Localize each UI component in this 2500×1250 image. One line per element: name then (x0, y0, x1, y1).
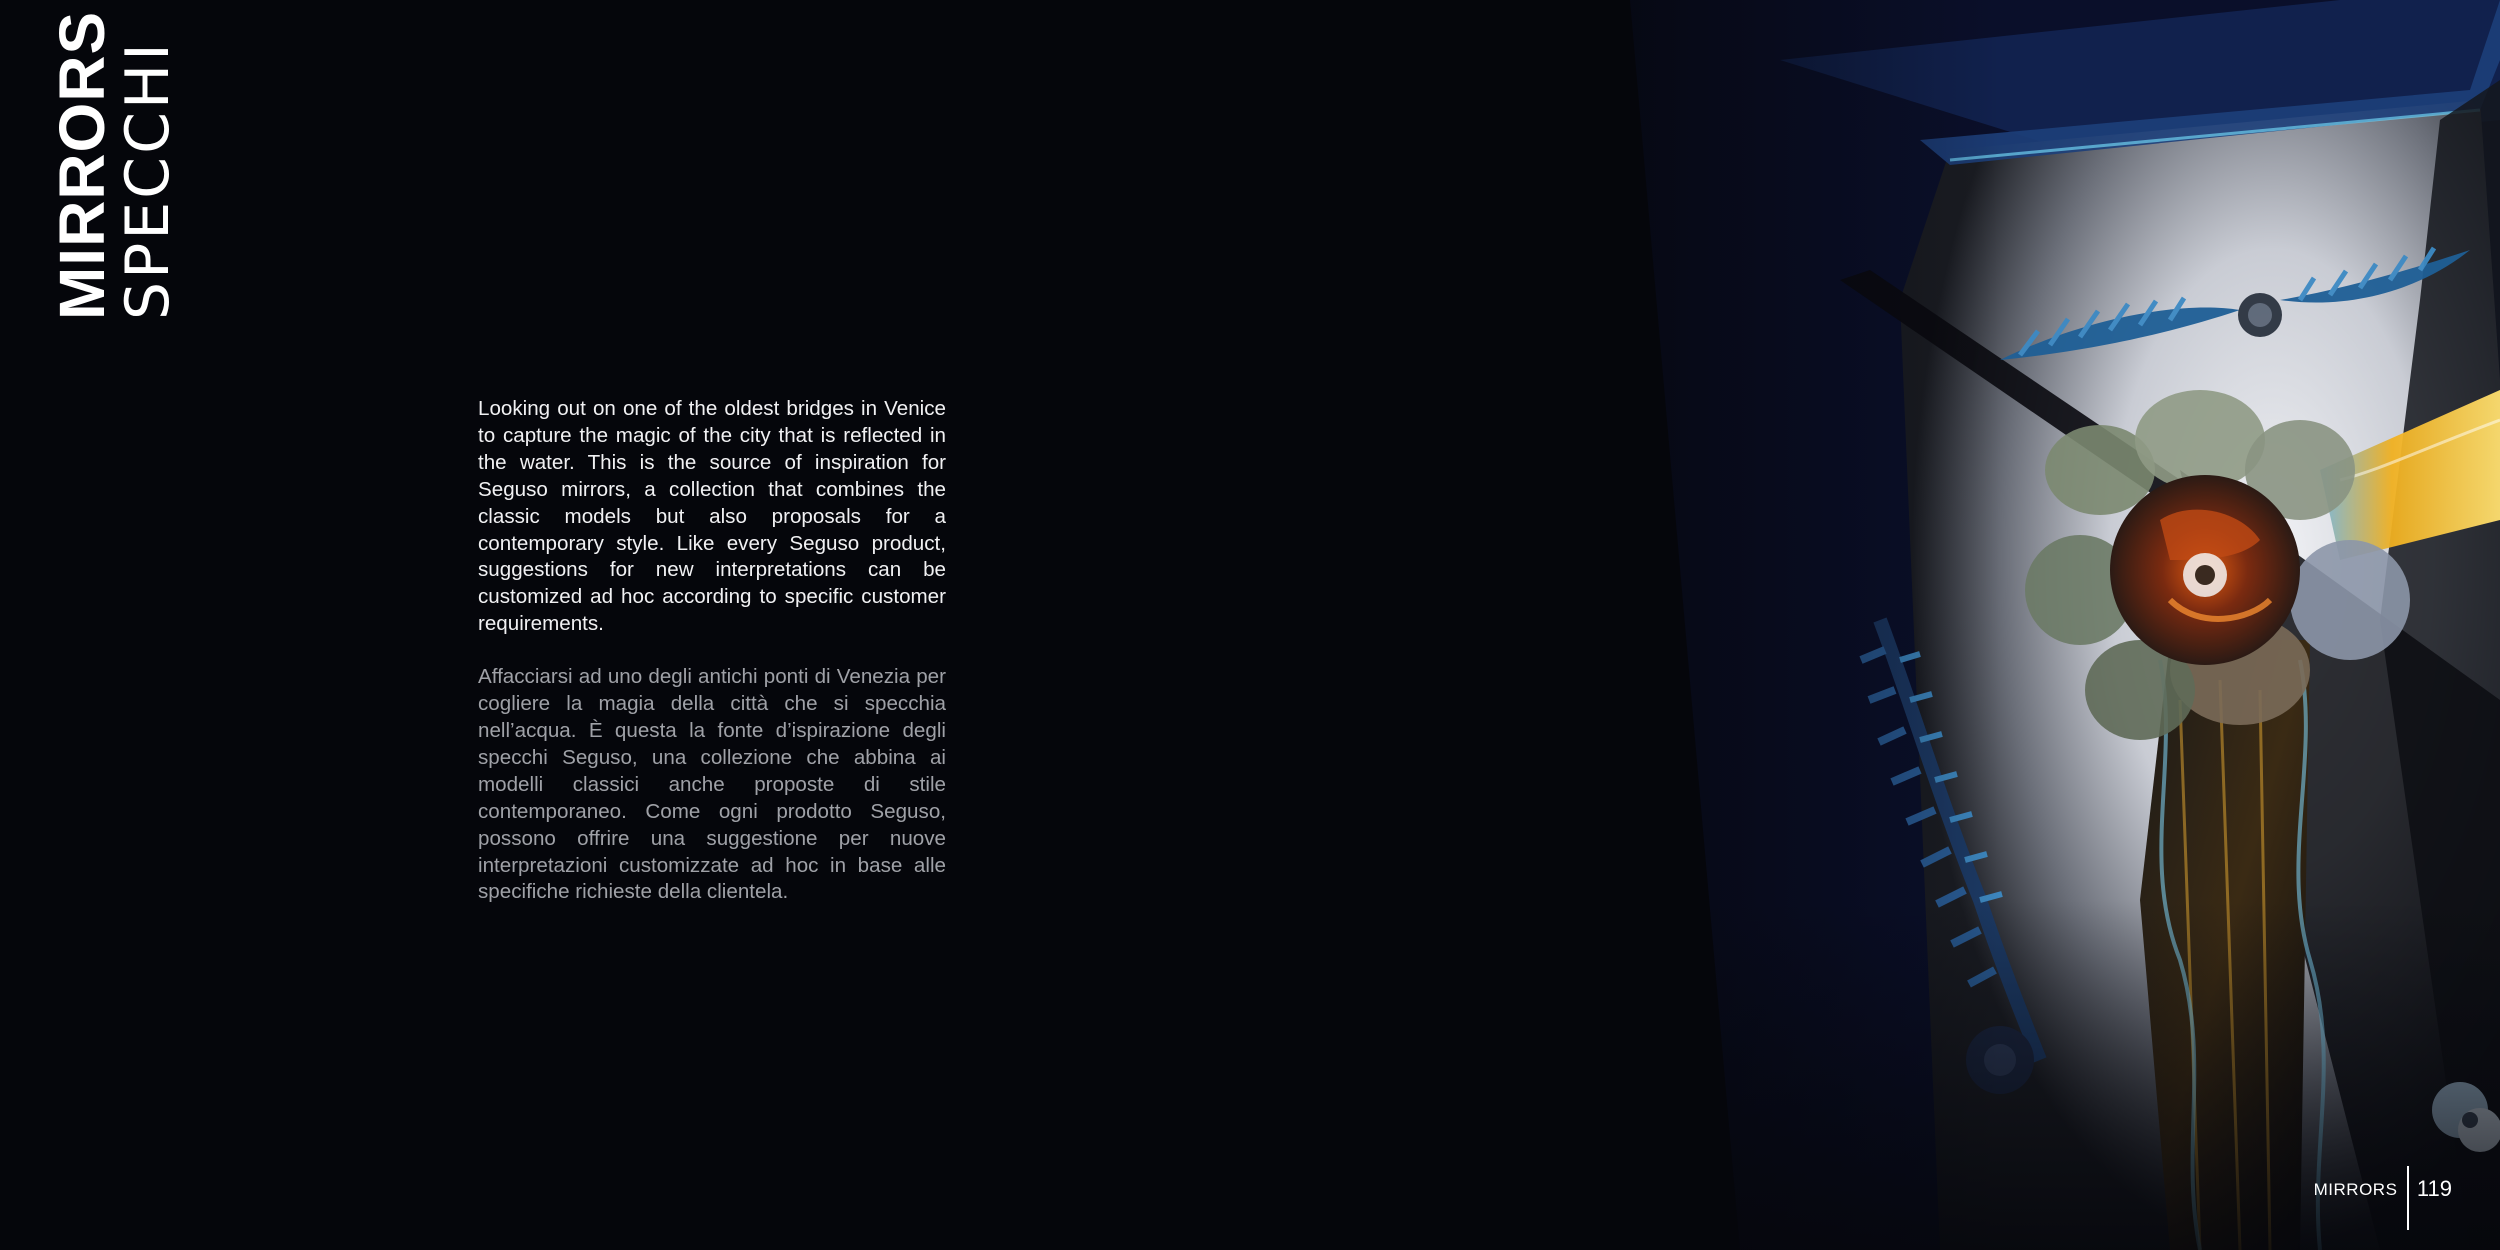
body-text (478, 396, 946, 906)
page-footer (2314, 1166, 2452, 1202)
paragraph-english: Looking out on one of the oldest bridges in Venice to capture the magic of the city that is reflected in the water. This is the source of inspiration for Seguso mirrors, a collection that combines the classic models but also proposals for a contemporary style. Like every Seguso product, suggestions for new interpretations can be customized ad hoc according to specific customer requirements. (478, 397, 946, 636)
section-title-secondary: SPECCHI (113, 40, 183, 320)
paragraph-italian: Affacciarsi ad uno degli antichi ponti di Venezia per cogliere la magia della città che si specchia nell’acqua. È questa la fonte d’ispirazione degli specchi Seguso, una collezione che abbina ai modelli classici anche proposte di stile contemporaneo. Come ogni prodotto Seguso, possono offrire una suggestione per nuove interpretazioni customizzate ad hoc in base alle specifiche richieste della clientela. (478, 665, 946, 904)
page-number: 119 (2416, 1176, 2452, 1201)
mirror-photograph (1480, 0, 2500, 1250)
section-title-primary: MIRRORS (46, 10, 118, 320)
section-title (46, 10, 183, 320)
footer-section-label: MIRRORS (2313, 1180, 2398, 1199)
